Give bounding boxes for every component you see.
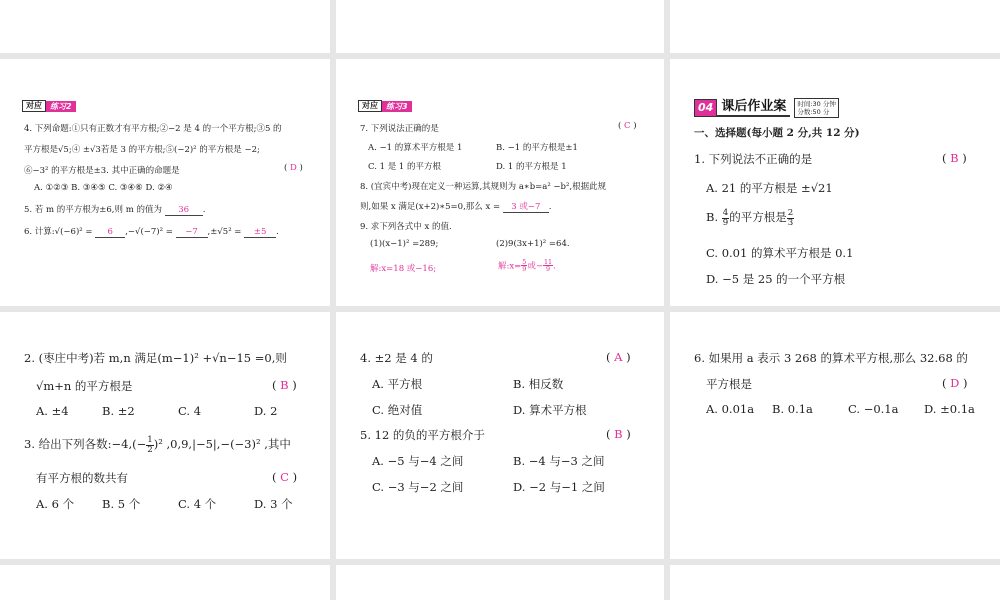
question-4-option-c: C. 绝对值 xyxy=(372,403,423,417)
question-7-option-d: D. 1 的平方根是 1 xyxy=(496,162,567,172)
question-6-option-c: C. −0.1a xyxy=(848,402,899,416)
denominator: 3 xyxy=(787,217,794,228)
homework-number: 04 xyxy=(694,99,717,117)
question-3-text-post: )² ,0,9,|−5|,−(−3)² ,其中 xyxy=(153,437,291,452)
page-panel-questions-4-5 xyxy=(336,312,664,559)
answer-choice: A xyxy=(614,350,623,364)
question-3-text-pre: 3. 给出下列各数:−4,(− xyxy=(24,437,147,452)
question-5-option-d: D. −2 与−1 之间 xyxy=(513,480,605,494)
question-8-line-1: 8. (宜宾中考)现在定义一种运算,其规则为 a∗b=a² −b²,根据此规 xyxy=(360,182,607,192)
question-8-answer: 3 或−7 xyxy=(503,200,549,213)
question-3-option-a: A. 6 个 xyxy=(36,497,75,511)
question-2-line-2: √m+n 的平方根是 xyxy=(36,379,133,393)
answer-choice: C xyxy=(280,470,289,484)
answer-choice: B xyxy=(280,378,289,392)
answer-choice: C xyxy=(624,121,631,131)
question-5: 5. 若 m 的平方根为±6,则 m 的值为 36 . xyxy=(24,205,206,215)
page-panel-exercise-3 xyxy=(336,59,664,306)
question-6-answer-1: 6 xyxy=(95,227,125,238)
fraction xyxy=(146,436,153,454)
answer-choice: B xyxy=(950,151,959,165)
question-2-option-d: D. 2 xyxy=(254,404,278,418)
question-4-option-b: B. 相反数 xyxy=(513,377,564,391)
question-6-option-a: A. 0.01a xyxy=(706,402,755,416)
question-4-answer: ( A ) xyxy=(606,350,631,364)
homework-time: 时间:30 分钟 xyxy=(797,100,836,108)
question-1-option-d: D. −5 是 25 的一个平方根 xyxy=(706,272,846,286)
section-badge xyxy=(22,100,76,112)
answer-choice: D xyxy=(950,376,960,390)
question-3-option-b: B. 5 个 xyxy=(102,497,141,511)
question-5-option-b: B. −4 与−3 之间 xyxy=(513,454,605,468)
numerator: 4 xyxy=(722,208,729,218)
denominator: 9 xyxy=(722,217,729,228)
question-3-option-d: D. 3 个 xyxy=(254,497,293,511)
denominator: 9 xyxy=(522,265,527,274)
homework-title: 课后作业案 xyxy=(717,99,790,117)
question-5-option-c: C. −3 与−2 之间 xyxy=(372,480,464,494)
numerator: 11 xyxy=(543,258,553,266)
question-4-line-3: ⑥−3² 的平方根是±3. 其中正确的命题是 xyxy=(24,166,180,176)
question-4-option-a: A. 平方根 xyxy=(372,377,423,391)
question-5-text: 5. 12 的负的平方根介于 xyxy=(360,428,485,442)
page-panel-exercise-2 xyxy=(0,59,330,306)
answer-choice: B xyxy=(614,427,623,441)
question-7-text: 7. 下列说法正确的是 xyxy=(360,124,439,134)
badge-label: 对应 xyxy=(358,100,382,112)
question-4-option-d: D. 算术平方根 xyxy=(513,403,587,417)
page-panel-homework xyxy=(670,59,1000,306)
fraction xyxy=(543,259,553,273)
question-3-line-1 xyxy=(24,436,291,454)
question-5-text: 5. 若 m 的平方根为±6,则 m 的值为 xyxy=(24,205,162,215)
question-8-line-2: 则,如果 x 满足(x+2)∗5=0,那么 x = 3 或−7 . xyxy=(360,202,552,212)
question-4-line-2: 平方根是√5;④ ±√3若是 3 的平方根;⑤(−2)² 的平方根是 −2; xyxy=(24,145,260,155)
numerator: 2 xyxy=(787,208,794,218)
question-6-answer: ( D ) xyxy=(942,376,968,390)
page-panel-top-right xyxy=(670,0,1000,53)
denominator: 2 xyxy=(147,444,153,455)
question-9-text: 9. 求下列各式中 x 的值. xyxy=(360,222,452,232)
fraction xyxy=(787,209,794,227)
answer-choice: D xyxy=(290,163,297,173)
page-panel-question-6 xyxy=(670,312,1000,559)
question-8-text: 则,如果 x 满足(x+2)∗5=0,那么 x = xyxy=(360,202,501,212)
question-7-option-b: B. −1 的平方根是±1 xyxy=(496,143,578,153)
page-panel-top-middle xyxy=(336,0,664,53)
question-1-option-a: A. 21 的平方根是 ±√21 xyxy=(706,181,833,195)
question-7-option-c: C. 1 是 1 的平方根 xyxy=(368,162,442,172)
homework-score: 分数:50 分 xyxy=(797,108,830,116)
page-panel-bottom-right xyxy=(670,565,1000,600)
badge-practice: 练习3 xyxy=(382,101,412,112)
question-9-part-2: (2)9(3x+1)² =64. xyxy=(496,239,570,249)
question-9-solution-1: 解:x=18 或−16; xyxy=(370,264,437,274)
page-panel-bottom-left xyxy=(0,565,330,600)
question-6-text: 6. 计算:√(−6)² = xyxy=(24,227,93,237)
section-badge xyxy=(358,100,412,112)
question-4-line-1: 4. 下列命题:①只有正数才有平方根;②−2 是 4 的一个平方根;③5 的 xyxy=(24,124,282,134)
option-text: 的平方根是 xyxy=(729,210,787,225)
question-6-answer-2: −7 xyxy=(176,227,208,238)
question-6-mid: ,−√(−7)² = xyxy=(125,227,173,237)
question-2-option-c: C. 4 xyxy=(178,404,202,418)
question-1-text: 1. 下列说法不正确的是 xyxy=(694,152,813,166)
question-6-option-d: D. ±0.1a xyxy=(924,402,975,416)
question-7-option-a: A. −1 的算术平方根是 1 xyxy=(368,143,463,153)
question-6-line-2: 平方根是 xyxy=(706,377,752,391)
question-4-text: 4. ±2 是 4 的 xyxy=(360,351,433,365)
question-4-answer: ( D ) xyxy=(284,163,303,173)
question-3-option-c: C. 4 个 xyxy=(178,497,217,511)
question-5-answer: ( B ) xyxy=(606,427,631,441)
question-4-options: A. ①②③ B. ③④⑤ C. ③④⑥ D. ②④ xyxy=(34,183,173,193)
question-5-answer: 36 xyxy=(165,205,203,216)
page-panel-top-left xyxy=(0,0,330,53)
badge-practice: 练习2 xyxy=(46,101,76,112)
question-1-option-c: C. 0.01 的算术平方根是 0.1 xyxy=(706,246,854,260)
question-3-line-2: 有平方根的数共有 xyxy=(36,471,128,485)
question-1-answer: ( B ) xyxy=(942,151,967,165)
question-1-option-b xyxy=(706,209,794,227)
question-2-line-1: 2. (枣庄中考)若 m,n 满足(m−1)² +√n−15 =0,则 xyxy=(24,351,287,365)
question-2-answer: ( B ) xyxy=(272,378,297,392)
question-7-answer: ( C ) xyxy=(618,121,637,131)
question-3-answer: ( C ) xyxy=(272,470,298,484)
solution-prefix: 解:x= xyxy=(498,261,522,272)
question-6-option-b: B. 0.1a xyxy=(772,402,813,416)
badge-label: 对应 xyxy=(22,100,46,112)
question-6: 6. 计算:√(−6)² = 6 ,−√(−7)² = −7 ,±√5² = ±5 . xyxy=(24,227,279,237)
question-2-option-a: A. ±4 xyxy=(36,404,69,418)
option-label: B. xyxy=(706,210,719,225)
page-panel-bottom-middle xyxy=(336,565,664,600)
section-heading: 一、选择题(每小题 2 分,共 12 分) xyxy=(694,127,860,139)
page-panel-questions-2-3 xyxy=(0,312,330,559)
question-9-solution-2: 解:x= $\frac{5}{9}$ 或− $\frac{11}{9}$ . xyxy=(498,258,556,274)
question-5-option-a: A. −5 与−4 之间 xyxy=(372,454,464,468)
question-6-answer-3: ±5 xyxy=(244,227,276,238)
homework-info-box xyxy=(794,98,839,118)
homework-header xyxy=(694,99,839,117)
question-2-option-b: B. ±2 xyxy=(102,404,135,418)
question-6-mid-2: ,±√5² = xyxy=(207,227,242,237)
question-6-line-1: 6. 如果用 a 表示 3 268 的算术平方根,那么 32.68 的 xyxy=(694,351,968,365)
question-9-part-1: (1)(x−1)² =289; xyxy=(370,239,439,249)
numerator: 1 xyxy=(147,435,153,445)
numerator: 5 xyxy=(522,258,527,266)
solution-mid: 或− xyxy=(527,261,543,272)
denominator: 9 xyxy=(545,265,551,274)
